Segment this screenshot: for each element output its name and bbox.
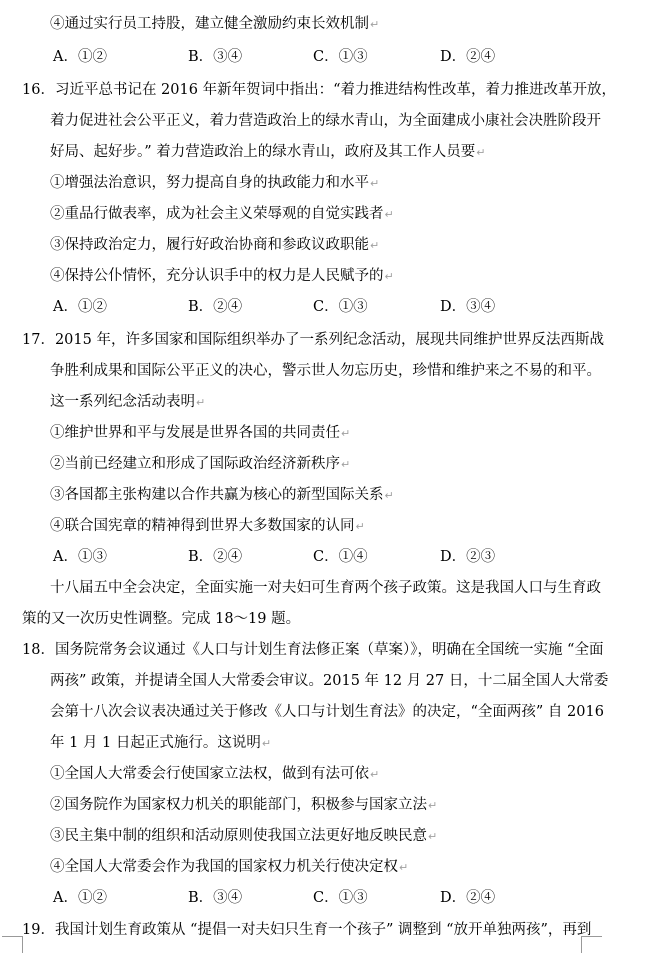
q18-option-c: C．①③ [313,890,368,906]
q18-item-3: ③民主集中制的组织和活动原则使我国立法更好地反映民意↵ [50,828,438,844]
q15-option-b: B．③④ [188,49,243,65]
q18-item-1: ①全国人大常委会行使国家立法权，做到有法可依↵ [50,766,380,782]
q18-item-2: ②国务院作为国家权力机关的职能部门，积极参与国家立法↵ [50,797,438,813]
q16-item-4: ④保持公仆情怀，充分认识手中的权力是人民赋予的↵ [50,268,394,284]
q15-option-a: A．①② [53,49,107,65]
q18-item-4: ④全国人大常委会作为我国的国家权力机关行使决定权↵ [50,859,409,875]
q19-stem-line: 19．我国计划生育政策从 “提倡一对夫妇只生育一个孩子” 调整到 “放开单独两孩”，再到 [22,922,592,938]
paragraph-mark-icon: ↵ [370,239,380,252]
q16-option-a: A．①② [53,299,107,315]
q16-item-2: ②重品行做表率，成为社会主义荣辱观的自觉实践者↵ [50,206,394,222]
paragraph-mark-icon: ↵ [384,208,394,221]
paragraph-mark-icon: ↵ [384,489,394,502]
intro-line: 十八届五中全会决定，全面实施一对夫妇可生育两个孩子政策。这是我国人口与生育政 [50,580,601,596]
q16-stem-line: 16．习近平总书记在 2016 年新年贺词中指出：“着力推进结构性改革，着力推进改革开放， [22,82,616,98]
q15-option-c: C．①③ [313,49,368,65]
q17-option-d: D．②③ [440,549,496,565]
paragraph-mark-icon: ↵ [341,458,351,471]
paragraph-mark-icon: ↵ [261,737,272,750]
paragraph-mark-icon: ↵ [428,799,438,812]
q17-stem-line: 这一系列纪念活动表明↵ [50,394,206,410]
q16-stem-line: 好局、起好步。” 着力营造政治上的绿水青山，政府及其工作人员要↵ [50,144,486,160]
q18-stem-line: 会第十八次会议表决通过关于修改《人口与计划生育法》的决定，“全面两孩” 自 2016 [50,704,604,720]
q16-stem-line: 着力促进社会公平正义，着力营造政治上的绿水青山，为全面建成小康社会决胜阶段开 [50,113,601,129]
paragraph-mark-icon: ↵ [370,177,380,190]
page-corner-mark [2,936,23,953]
paragraph-mark-icon: ↵ [196,396,206,409]
page-corner-mark [581,936,602,953]
q15-item-4: ④通过实行员工持股，建立健全激励约束长效机制↵ [50,16,380,32]
paragraph-mark-icon: ↵ [428,830,438,843]
q17-option-a: A．①③ [53,549,107,565]
intro-line: 策的又一次历史性调整。完成 18～19 题。 [22,611,301,627]
q17-item-4: ④联合国宪章的精神得到世界大多数国家的认同↵ [50,518,365,534]
q17-item-2: ②当前已经建立和形成了国际政治经济新秩序↵ [50,456,351,472]
paragraph-mark-icon: ↵ [399,861,409,874]
q16-option-c: C．①③ [313,299,368,315]
q18-option-a: A．①② [53,890,107,906]
q16-option-d: D．③④ [440,299,496,315]
q18-stem-line: 年 1 月 1 日起正式施行。这说明↵ [50,735,272,751]
paragraph-mark-icon: ↵ [476,146,486,159]
q17-stem-line: 争胜利成果和国际公平正义的决心，警示世人勿忘历史，珍惜和维护来之不易的和平。 [50,363,601,379]
q18-stem-line: 两孩” 政策，并提请全国人大常委会审议。2015 年 12 月 27 日，十二届全国人大常委 [50,673,609,689]
paragraph-mark-icon: ↵ [355,520,365,533]
q17-stem-line: 17．2015 年，许多国家和国际组织举办了一系列纪念活动，展现共同维护世界反法西斯战 [22,332,604,348]
q16-option-b: B．②④ [188,299,243,315]
q17-item-1: ①维护世界和平与发展是世界各国的共同责任↵ [50,425,351,441]
paragraph-mark-icon: ↵ [341,427,351,440]
paragraph-mark-icon: ↵ [384,270,394,283]
q17-option-b: B．②④ [188,549,243,565]
q17-item-3: ③各国都主张构建以合作共赢为核心的新型国际关系↵ [50,487,394,503]
q16-item-3: ③保持政治定力，履行好政治协商和参政议政职能↵ [50,237,380,253]
q18-option-b: B．③④ [188,890,243,906]
q18-option-d: D．②④ [440,890,496,906]
q16-item-1: ①增强法治意识，努力提高自身的执政能力和水平↵ [50,175,380,191]
q17-option-c: C．①④ [313,549,368,565]
paragraph-mark-icon: ↵ [370,768,380,781]
q15-option-d: D．②④ [440,49,496,65]
paragraph-mark-icon: ↵ [370,18,380,31]
q18-stem-line: 18．国务院常务会议通过《人口与计划生育法修正案（草案）》，明确在全国统一实施 “全面 [22,642,604,658]
